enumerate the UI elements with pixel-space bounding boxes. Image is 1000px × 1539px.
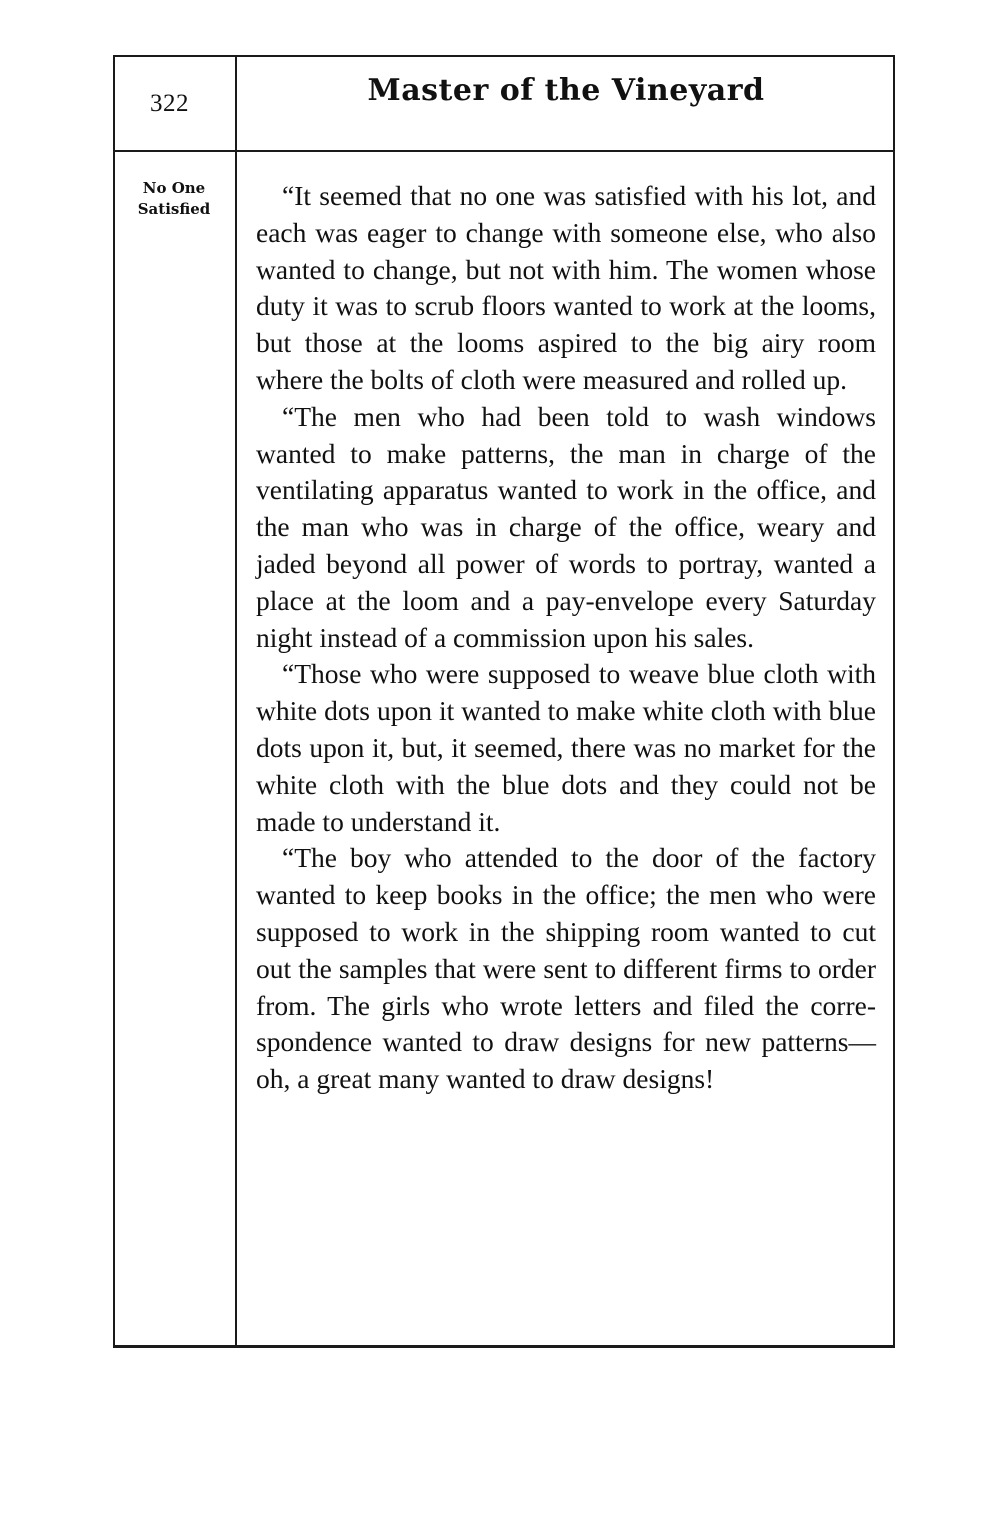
margin-note-line-1: No One bbox=[142, 179, 206, 197]
page-number: 322 bbox=[150, 90, 189, 117]
header-divider bbox=[113, 150, 895, 152]
margin-divider bbox=[235, 55, 237, 1348]
paragraph: “Those who were supposed to weave blue cloth with white dots upon it wanted to make white cloth with blue dots upon it, but, it seemed, there was no market for the white cloth with the blue dots and they could not be made to understand it. bbox=[256, 658, 876, 837]
paragraph: “The men who had been told to wash windows wanted to make patterns, the man in charge of the ventilating apparatus wanted to work in the office, and the man who was in charge of the office, weary and jaded beyond all power of words to portray, wanted a place at the loom and a pay-envelope every Saturday night instead of a commission upon his sales. bbox=[256, 400, 876, 653]
body-text bbox=[256, 178, 876, 1098]
margin-note bbox=[113, 178, 235, 220]
paragraph: “It seemed that no one was satisfied with his lot, and each was eager to change with someone else, who also wanted to change, but not with him. The women whose duty it was to scrub floors wanted to work at the looms, but those at the looms aspired to the big airy room where the bolts of cloth were measured and rolled up. bbox=[256, 180, 876, 395]
paragraph: “The boy who attended to the door of the factory wanted to keep books in the office; the men who were supposed to work in the shipping room wanted to cut out the samples that were sent to different firms to order from. The girls who wrote letters and filed the correspondence wanted to draw designs for new patterns—oh, a great many wanted to draw designs! bbox=[256, 842, 876, 1095]
margin-note-line-2: Satisfied bbox=[137, 200, 211, 218]
running-head: Master of the Vineyard bbox=[367, 73, 765, 108]
